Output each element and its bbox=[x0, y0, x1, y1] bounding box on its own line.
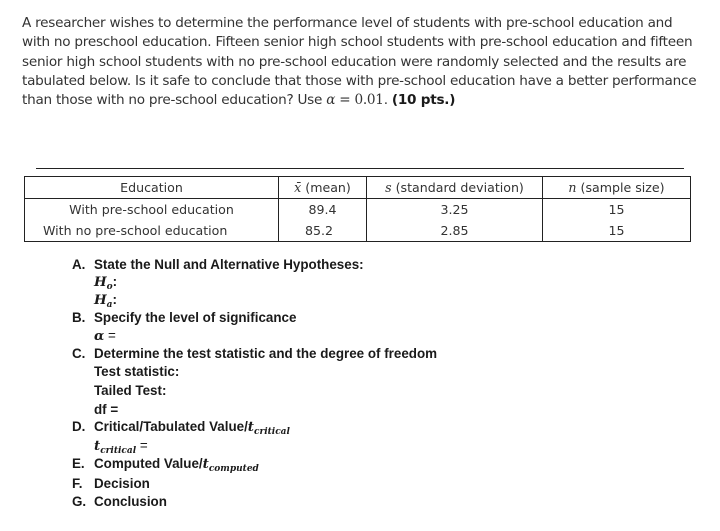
t-subscript: critical bbox=[100, 446, 137, 456]
t-symbol: t bbox=[202, 456, 209, 472]
table-top-rule bbox=[36, 168, 684, 169]
question-letter: A. bbox=[72, 257, 86, 272]
header-education: Education bbox=[25, 177, 279, 199]
question-letter: C. bbox=[72, 346, 86, 361]
question-letter: F. bbox=[72, 476, 83, 491]
h-symbol: H bbox=[94, 274, 107, 290]
question-f bbox=[72, 476, 150, 491]
table-row bbox=[25, 220, 691, 242]
cell-sd: 2.85 bbox=[367, 220, 543, 242]
n-symbol: n bbox=[568, 180, 577, 195]
cell-education: With pre-school education bbox=[25, 199, 279, 221]
t-subscript: computed bbox=[208, 464, 259, 474]
problem-statement: A researcher wishes to determine the performance level of students with pre-school education and with no preschool education. Fifteen senior high school students with pre-school education and fifteen senior high school students with no pre-school education were randomly selected and the results are tabulated below. Is it safe to conclude that those with pre-school education have a better performance than those with no pre-school education? Use α = 0.01. (10 pts.) bbox=[22, 15, 697, 109]
header-n bbox=[543, 177, 691, 199]
sd-label: (standard deviation) bbox=[395, 180, 524, 195]
points-label: (10 pts.) bbox=[391, 92, 456, 109]
question-c bbox=[72, 346, 437, 361]
n-label: (sample size) bbox=[580, 180, 665, 195]
alpha-symbol: α bbox=[94, 328, 105, 344]
problem-text: A researcher wishes to determine the performance level of students with pre-school education and with no preschool education. Fifteen senior high school students with pre-school education and fifteen senior high school students with no pre-school education were randomly selected and the results are tabulated below. Is it safe to conclude that those with pre-school education have a better performance than those with no pre-school education? Use bbox=[22, 15, 697, 109]
question-d bbox=[72, 419, 290, 437]
cell-sd: 3.25 bbox=[367, 199, 543, 221]
question-b bbox=[72, 310, 296, 325]
question-g bbox=[72, 494, 167, 509]
header-mean bbox=[279, 177, 367, 199]
cell-mean: 89.4 bbox=[279, 199, 367, 221]
mean-label: (mean) bbox=[305, 180, 351, 195]
question-letter: B. bbox=[72, 310, 86, 325]
question-letter: D. bbox=[72, 419, 86, 434]
table-row bbox=[25, 199, 691, 221]
df-line: df = bbox=[94, 402, 119, 417]
question-text: Decision bbox=[94, 476, 150, 491]
cell-education: With no pre-school education bbox=[25, 220, 279, 242]
alpha-line bbox=[94, 328, 116, 344]
equals: = bbox=[136, 438, 148, 453]
question-letter: E. bbox=[72, 456, 85, 471]
tailed-test-line: Tailed Test: bbox=[94, 383, 167, 398]
colon: : bbox=[112, 274, 118, 289]
mean-symbol: x̄ bbox=[294, 180, 302, 195]
test-statistic-line: Test statistic: bbox=[94, 364, 180, 379]
h-subscript: o bbox=[106, 282, 113, 292]
t-subscript: critical bbox=[253, 427, 290, 437]
sd-symbol: s bbox=[385, 180, 392, 195]
alpha-symbol: α bbox=[326, 92, 336, 109]
alt-hypothesis-line bbox=[94, 292, 117, 310]
colon: : bbox=[112, 292, 117, 307]
cell-mean: 85.2 bbox=[279, 220, 367, 242]
question-text: Critical/Tabulated Value/ bbox=[94, 419, 248, 434]
question-e bbox=[72, 456, 259, 474]
cell-n: 15 bbox=[543, 220, 691, 242]
question-text: Conclusion bbox=[94, 494, 167, 509]
question-a bbox=[72, 257, 364, 272]
t-symbol: t bbox=[94, 438, 101, 454]
question-text: State the Null and Alternative Hypotheses: bbox=[94, 257, 364, 272]
h-subscript: a bbox=[106, 300, 113, 310]
t-symbol: t bbox=[247, 419, 254, 435]
question-letter: G. bbox=[72, 494, 87, 509]
question-text: Determine the test statistic and the degree of freedom bbox=[94, 346, 438, 361]
data-table bbox=[24, 176, 691, 242]
null-hypothesis-line bbox=[94, 274, 117, 292]
h-symbol: H bbox=[94, 292, 107, 308]
question-text: Computed Value/ bbox=[94, 456, 203, 471]
alpha-value: 0.01 bbox=[354, 92, 384, 109]
header-sd bbox=[367, 177, 543, 199]
t-critical-line bbox=[94, 438, 148, 456]
equals: = bbox=[104, 328, 116, 343]
cell-n: 15 bbox=[543, 199, 691, 221]
alpha-equals: = bbox=[335, 92, 355, 109]
table-header-row bbox=[25, 177, 691, 199]
question-text: Specify the level of significance bbox=[94, 310, 297, 325]
